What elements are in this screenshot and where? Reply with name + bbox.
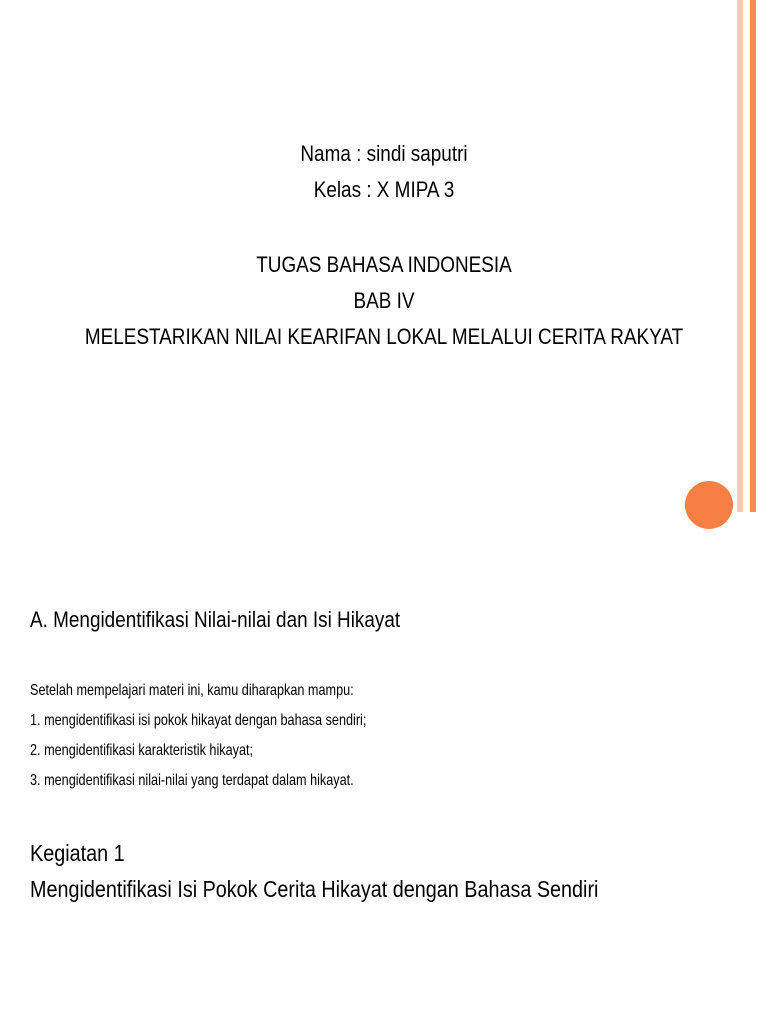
chapter-number: BAB IV (353, 288, 415, 313)
objectives-intro: Setelah mempelajari materi ini, kamu diharapkan mampu: (30, 682, 354, 699)
student-name: Nama : sindi saputri (300, 141, 468, 166)
section-heading: A. Mengidentifikasi Nilai-nilai dan Isi Hikayat (30, 607, 401, 632)
student-info (54, 136, 714, 208)
orange-dot-icon (685, 481, 733, 529)
accent-rule-light (737, 0, 743, 512)
objective-item: 2. mengidentifikasi karakteristik hikayat; (30, 742, 254, 759)
objective-item: 3. mengidentifikasi nilai-nilai yang terdapat dalam hikayat. (30, 772, 354, 789)
activity-label: Kegiatan 1 (30, 840, 125, 866)
chapter-title: MELESTARIKAN NILAI KEARIFAN LOKAL MELALUI CERITA RAKYAT (84, 324, 684, 349)
activity-block (30, 835, 623, 907)
objectives-list (30, 676, 623, 796)
activity-title: Mengidentifikasi Isi Pokok Cerita Hikayat dengan Bahasa Sendiri (30, 876, 599, 902)
accent-rule-dark (750, 0, 756, 512)
objective-item: 1. mengidentifikasi isi pokok hikayat dengan bahasa sendiri; (30, 712, 367, 729)
content-slide (0, 512, 768, 1024)
subject-title: TUGAS BAHASA INDONESIA (256, 252, 512, 277)
assignment-title (54, 247, 714, 355)
student-class: Kelas : X MIPA 3 (313, 177, 455, 202)
